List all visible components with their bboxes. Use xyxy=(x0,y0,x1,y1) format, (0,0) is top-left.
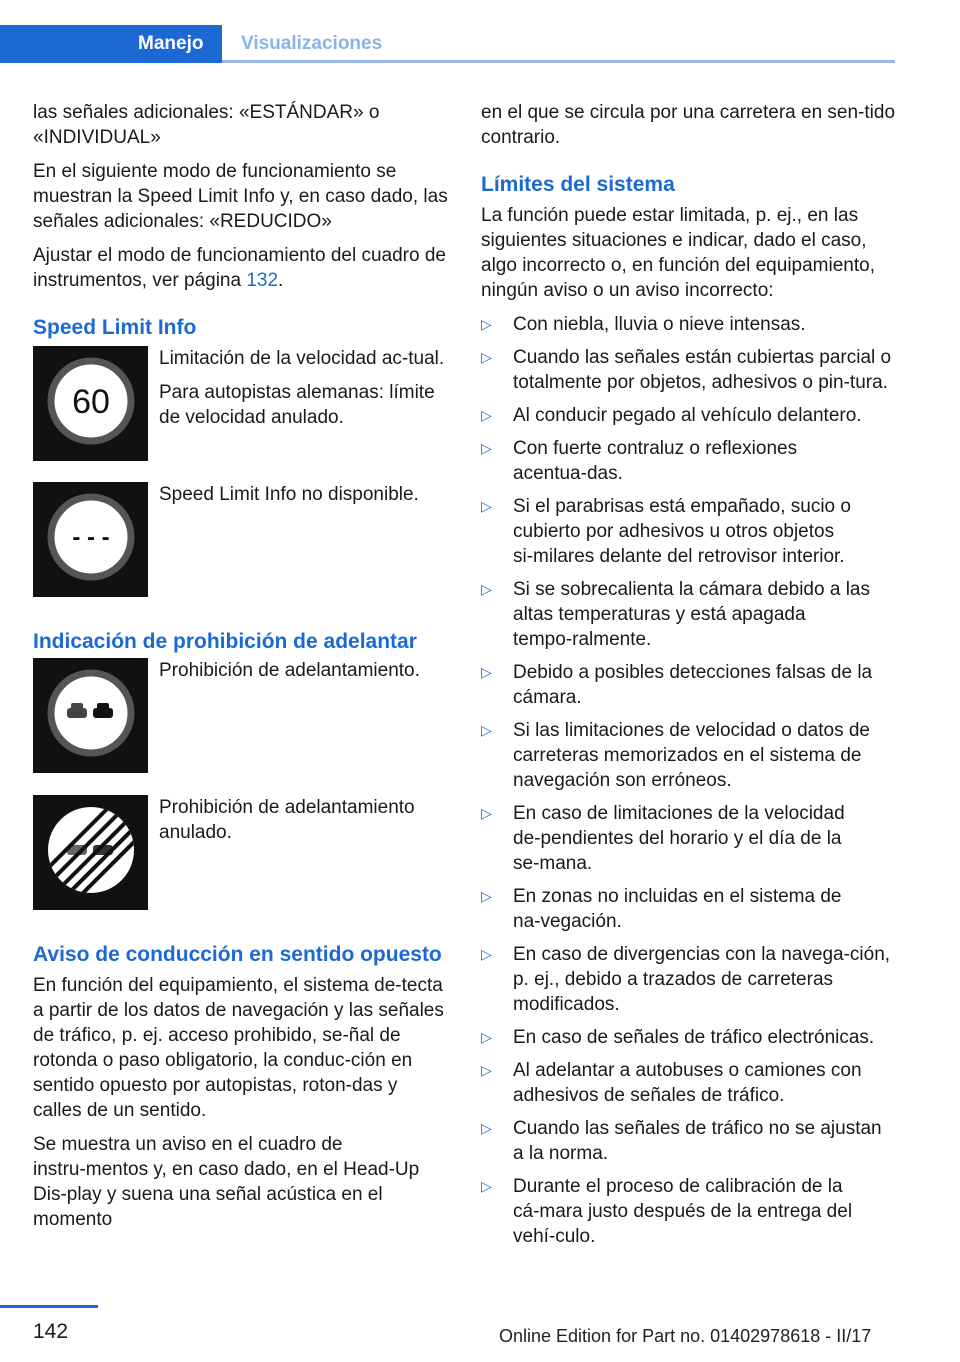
list-item xyxy=(481,494,896,569)
speed-limit-unavailable-sign-icon xyxy=(33,482,148,597)
list-item xyxy=(481,718,896,793)
end-no-overtaking-sign-icon xyxy=(33,795,148,910)
list-item xyxy=(481,577,896,652)
sign-description: Prohibición de adelantamiento. xyxy=(159,660,420,681)
right-column xyxy=(481,100,896,1257)
bullet-triangle-icon: ▷ xyxy=(481,805,492,821)
footer-rule xyxy=(0,1305,98,1308)
bullet-triangle-icon: ▷ xyxy=(481,1120,492,1136)
sign-row xyxy=(33,482,448,597)
list-item-text: Con fuerte contraluz o reflexiones acentua‑das. xyxy=(513,438,798,484)
list-item xyxy=(481,312,896,337)
list-item xyxy=(481,1025,896,1050)
section-heading-overtaking: Indicación de prohibición de adelantar xyxy=(33,630,417,653)
bullet-triangle-icon: ▷ xyxy=(481,1062,492,1078)
bullet-triangle-icon: ▷ xyxy=(481,440,492,456)
sign-description: Prohibición de adelantamiento anulado. xyxy=(159,797,415,843)
paragraph: Se muestra un aviso en el cuadro de instru‑mentos y, en caso dado, en el Head-Up Dis‑play y suena una señal acústica en el momento xyxy=(33,1134,420,1230)
sign-row xyxy=(33,658,448,773)
paragraph: Ajustar el modo de funcionamiento del cuadro de instrumentos, ver página 132. xyxy=(33,245,446,291)
list-item xyxy=(481,801,896,876)
list-item-text: Debido a posibles detecciones falsas de la cámara. xyxy=(513,662,873,708)
list-item xyxy=(481,345,896,395)
list-item-text: En caso de divergencias con la navega‑ción, p. ej., debido a trazados de carreteras modificados. xyxy=(513,944,891,1015)
sign-row xyxy=(33,795,448,910)
bullet-triangle-icon: ▷ xyxy=(481,407,492,423)
list-item-text: En caso de limitaciones de la velocidad de‑pendientes del horario y el día de la se‑mana. xyxy=(513,803,845,874)
paragraph: La función puede estar limitada, p. ej., en las siguientes situaciones e indicar, dado el caso, algo incorrecto o, en función del equipamiento, ningún aviso o un aviso incorrecto: xyxy=(481,205,875,301)
list-item xyxy=(481,436,896,486)
page-link[interactable]: 132 xyxy=(246,270,279,291)
bullet-triangle-icon: ▷ xyxy=(481,498,492,514)
list-item-text: Al conducir pegado al vehículo delantero. xyxy=(513,405,862,426)
speed-limit-60-sign-icon xyxy=(33,346,148,461)
section-heading-speed-limit: Speed Limit Info xyxy=(33,316,197,339)
list-item xyxy=(481,660,896,710)
list-item xyxy=(481,403,896,428)
paragraph: en el que se circula por una carretera en sen‑tido contrario. xyxy=(481,102,896,148)
paragraph: En función del equipamiento, el sistema de‑tecta a partir de los datos de navegación y las señales de tráfico, p. ej. acceso prohibido, se‑ñal de rotonda o paso obligatorio, la conduc‑ción en sentido opuesto por autopistas, roton‑das y calles de un sentido. xyxy=(33,975,444,1121)
sign-row xyxy=(33,346,448,461)
list-item-text: Si el parabrisas está empañado, sucio o cubierto por adhesivos u otros objetos si‑milares delante del retrovisor interior. xyxy=(513,496,851,567)
header-rule xyxy=(0,60,895,63)
list-item-text: Si se sobrecalienta la cámara debido a las altas temperaturas y está apagada tempo‑ralmente. xyxy=(513,579,870,650)
sign-description: Para autopistas alemanas: límite de velocidad anulado. xyxy=(159,382,435,428)
sign-description: Limitación de la velocidad ac‑tual. xyxy=(159,348,445,369)
bullet-triangle-icon: ▷ xyxy=(481,888,492,904)
left-column xyxy=(33,100,448,1241)
list-item xyxy=(481,884,896,934)
bullet-triangle-icon: ▷ xyxy=(481,946,492,962)
list-item-text: Con niebla, lluvia o nieve intensas. xyxy=(513,314,806,335)
paragraph: En el siguiente modo de funcionamiento se muestran la Speed Limit Info y, en caso dado, las señales adicionales: «REDUCIDO» xyxy=(33,161,448,232)
bullet-triangle-icon: ▷ xyxy=(481,1178,492,1194)
section-heading-system-limits: Límites del sistema xyxy=(481,173,675,196)
list-item-text: Cuando las señales de tráfico no se ajustan a la norma. xyxy=(513,1118,882,1164)
list-item xyxy=(481,942,896,1017)
svg-text:60: 60 xyxy=(72,383,110,421)
list-item xyxy=(481,1174,896,1249)
sign-description: Speed Limit Info no disponible. xyxy=(159,484,419,505)
bullet-triangle-icon: ▷ xyxy=(481,1029,492,1045)
bullet-triangle-icon: ▷ xyxy=(481,581,492,597)
list-item-text: Al adelantar a autobuses o camiones con adhesivos de señales de tráfico. xyxy=(513,1060,862,1106)
no-overtaking-sign-icon xyxy=(33,658,148,773)
svg-text:- - -: - - - xyxy=(72,524,110,551)
bullet-triangle-icon: ▷ xyxy=(481,664,492,680)
bullet-triangle-icon: ▷ xyxy=(481,722,492,738)
list-item xyxy=(481,1058,896,1108)
bullet-triangle-icon: ▷ xyxy=(481,349,492,365)
list-item-text: En caso de señales de tráfico electrónicas. xyxy=(513,1027,875,1048)
tab-manejo[interactable]: Manejo xyxy=(0,25,222,63)
section-heading-wrong-way: Aviso de conducción en sentido opuesto xyxy=(33,943,442,966)
list-item-text: Durante el proceso de calibración de la cá‑mara justo después de la entrega del vehí‑culo. xyxy=(513,1176,853,1247)
bullet-triangle-icon: ▷ xyxy=(481,316,492,332)
paragraph: las señales adicionales: «ESTÁNDAR» o «INDIVIDUAL» xyxy=(33,102,380,148)
list-item xyxy=(481,1116,896,1166)
page-number: 142 xyxy=(33,1320,69,1343)
tab-visualizaciones[interactable]: Visualizaciones xyxy=(241,33,383,54)
list-item-text: Si las limitaciones de velocidad o datos de carreteras memorizados en el sistema de navegación son erróneos. xyxy=(513,720,870,791)
limits-list xyxy=(481,312,896,1249)
list-item-text: Cuando las señales están cubiertas parcial o totalmente por objetos, adhesivos o pin‑tura. xyxy=(513,347,892,393)
list-item-text: En zonas no incluidas en el sistema de na‑vegación. xyxy=(513,886,842,932)
edition-note: Online Edition for Part no. 01402978618 - II/17 xyxy=(499,1326,872,1346)
